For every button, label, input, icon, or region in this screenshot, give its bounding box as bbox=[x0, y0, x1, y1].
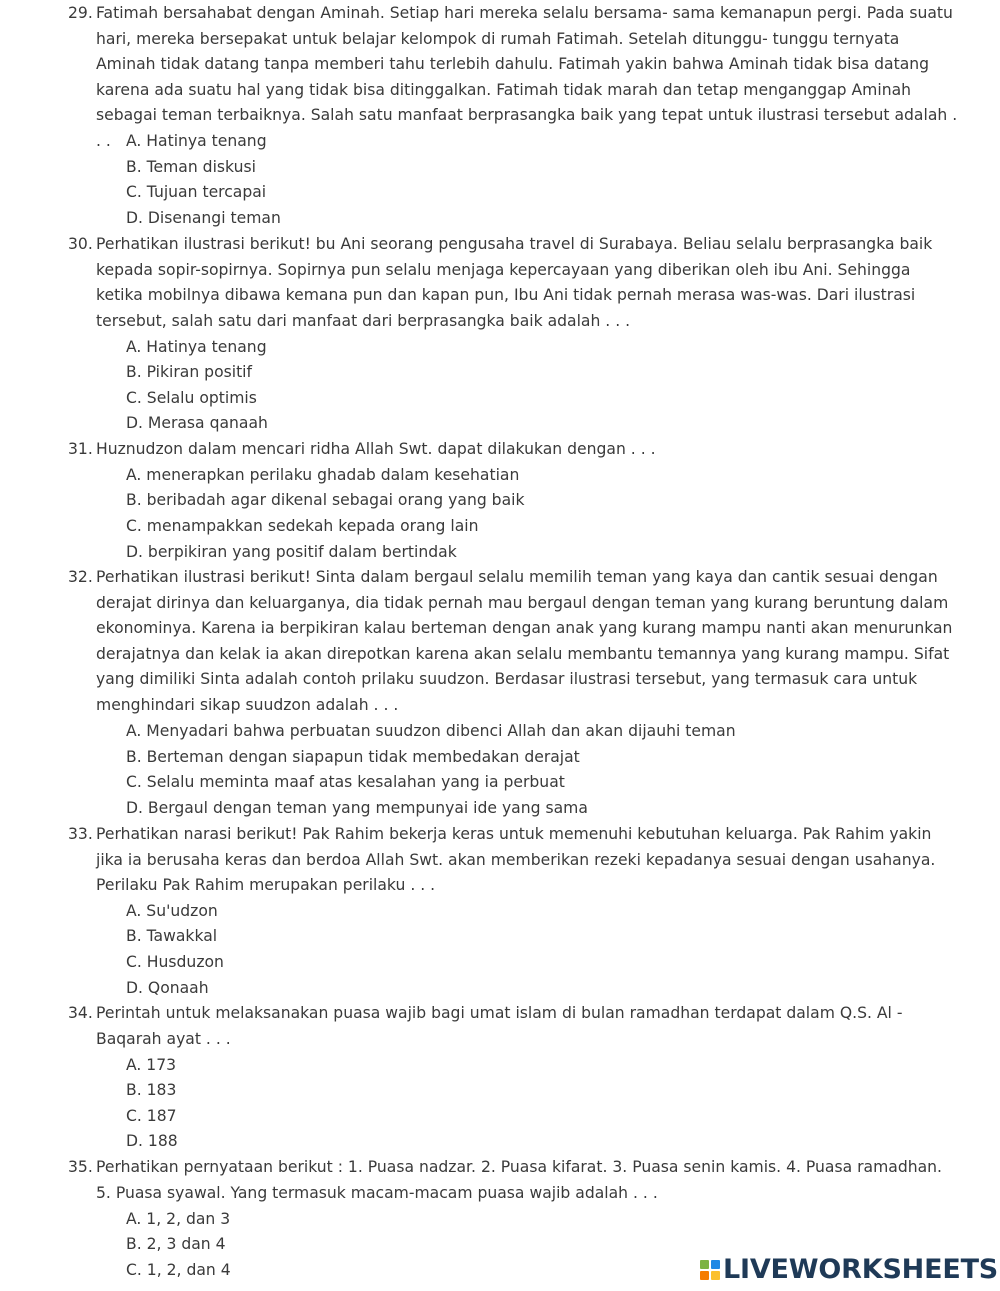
liveworksheets-watermark bbox=[700, 1255, 998, 1285]
liveworksheets-logo-icon bbox=[700, 1260, 720, 1280]
option-31-c[interactable]: C. menampakkan sedekah kepada orang lain bbox=[126, 517, 479, 535]
option-35-b[interactable]: B. 2, 3 dan 4 bbox=[126, 1235, 226, 1253]
option-29-d[interactable]: D. Disenangi teman bbox=[126, 209, 281, 227]
question-text: Perhatikan narasi berikut! Pak Rahim bekerja keras untuk memenuhi kebutuhan keluarga. Pak Rahim yakin jika ia berusaha keras dan berdoa Allah Swt. akan memberikan rezeki kepadanya sesuai dengan usahanya. Perilaku Pak Rahim merupakan perilaku . . . bbox=[96, 825, 936, 895]
option-34-d[interactable]: D. 188 bbox=[126, 1132, 178, 1150]
option-30-a[interactable]: A. Hatinya tenang bbox=[126, 338, 267, 356]
question-35 bbox=[68, 1155, 958, 1206]
question-number: 32. bbox=[68, 568, 93, 586]
option-32-d[interactable]: D. Bergaul dengan teman yang mempunyai ide yang sama bbox=[126, 799, 588, 817]
question-31 bbox=[68, 437, 958, 463]
question-text: Perintah untuk melaksanakan puasa wajib bagi umat islam di bulan ramadhan terdapat dalam Q.S. Al - Baqarah ayat . . . bbox=[96, 1004, 903, 1048]
question-text: Perhatikan ilustrasi berikut! bu Ani seorang pengusaha travel di Surabaya. Beliau selalu berprasangka baik kepada sopir-sopirnya. Sopirnya pun selalu menjaga kepercayaan yang diberikan oleh ibu Ani. Sehingga ketika mobilnya dibawa kemana pun dan kapan pun, Ibu Ani tidak pernah merasa was-was. Dari ilustrasi tersebut, salah satu dari manfaat dari berprasangka baik adalah . . . bbox=[96, 235, 933, 330]
option-31-b[interactable]: B. beribadah agar dikenal sebagai orang yang baik bbox=[126, 491, 525, 509]
question-33 bbox=[68, 822, 958, 899]
question-34 bbox=[68, 1001, 958, 1052]
question-number: 30. bbox=[68, 235, 93, 253]
watermark-text: LIVEWORKSHEETS bbox=[723, 1254, 999, 1285]
option-35-a[interactable]: A. 1, 2, dan 3 bbox=[126, 1210, 231, 1228]
question-number: 31. bbox=[68, 440, 93, 458]
option-33-b[interactable]: B. Tawakkal bbox=[126, 927, 218, 945]
option-29-c[interactable]: C. Tujuan tercapai bbox=[126, 183, 267, 201]
option-32-c[interactable]: C. Selalu meminta maaf atas kesalahan yang ia perbuat bbox=[126, 773, 565, 791]
question-number: 34. bbox=[68, 1004, 93, 1022]
question-number: 29. bbox=[68, 4, 93, 22]
question-number: 33. bbox=[68, 825, 93, 843]
option-34-c[interactable]: C. 187 bbox=[126, 1107, 177, 1125]
option-30-d[interactable]: D. Merasa qanaah bbox=[126, 414, 268, 432]
option-29-b[interactable]: B. Teman diskusi bbox=[126, 158, 256, 176]
question-30 bbox=[68, 232, 958, 334]
question-text: Perhatikan pernyataan berikut : 1. Puasa nadzar. 2. Puasa kifarat. 3. Puasa senin kamis. 4. Puasa ramadhan. 5. Puasa syawal. Yang termasuk macam-macam puasa wajib adalah . . . bbox=[96, 1158, 942, 1202]
option-34-a[interactable]: A. 173 bbox=[126, 1056, 177, 1074]
question-text: Perhatikan ilustrasi berikut! Sinta dalam bergaul selalu memilih teman yang kaya dan cantik sesuai dengan derajat dirinya dan keluarganya, dia tidak pernah mau bergaul dengan teman yang kurang beruntung dalam ekonominya. Karena ia berpikiran kalau berteman dengan anak yang kurang mampu nanti akan menurunkan derajatnya dan kelak ia akan direpotkan karena akan selalu membantu temannya yang kurang mampu. Sifat yang dimiliki Sinta adalah contoh prilaku suudzon. Berdasar ilustrasi tersebut, yang termasuk cara untuk menghindari sikap suudzon adalah . . . bbox=[96, 568, 953, 714]
option-34-b[interactable]: B. 183 bbox=[126, 1081, 177, 1099]
question-number: 35. bbox=[68, 1158, 93, 1176]
option-31-a[interactable]: A. menerapkan perilaku ghadab dalam kesehatian bbox=[126, 466, 520, 484]
option-31-d[interactable]: D. berpikiran yang positif dalam bertindak bbox=[126, 543, 457, 561]
option-33-d[interactable]: D. Qonaah bbox=[126, 979, 209, 997]
option-33-a[interactable]: A. Su'udzon bbox=[126, 902, 218, 920]
option-32-a[interactable]: A. Menyadari bahwa perbuatan suudzon dibenci Allah dan akan dijauhi teman bbox=[126, 722, 736, 740]
option-29-a[interactable]: A. Hatinya tenang bbox=[126, 132, 267, 150]
option-33-c[interactable]: C. Husduzon bbox=[126, 953, 224, 971]
question-32 bbox=[68, 565, 958, 719]
question-text: Huznudzon dalam mencari ridha Allah Swt. dapat dilakukan dengan . . . bbox=[96, 440, 656, 458]
option-32-b[interactable]: B. Berteman dengan siapapun tidak membedakan derajat bbox=[126, 748, 580, 766]
option-30-c[interactable]: C. Selalu optimis bbox=[126, 389, 257, 407]
question-text: Fatimah bersahabat dengan Aminah. Setiap hari mereka selalu bersama- sama kemanapun pergi. Pada suatu hari, mereka bersepakat untuk belajar kelompok di rumah Fatimah. Setelah ditunggu- tunggu ternyata Aminah tidak datang tanpa memberi tahu terlebih dahulu. Fatimah yakin bahwa Aminah tidak bisa datang karena ada suatu hal yang tidak bisa ditinggalkan. Fatimah tidak marah dan tetap menganggap Aminah sebagai teman terbaiknya. Salah satu manfaat berprasangka baik yang tepat untuk ilustrasi tersebut adalah . . . bbox=[96, 4, 958, 150]
option-35-c[interactable]: C. 1, 2, dan 4 bbox=[126, 1261, 231, 1279]
option-30-b[interactable]: B. Pikiran positif bbox=[126, 363, 253, 381]
